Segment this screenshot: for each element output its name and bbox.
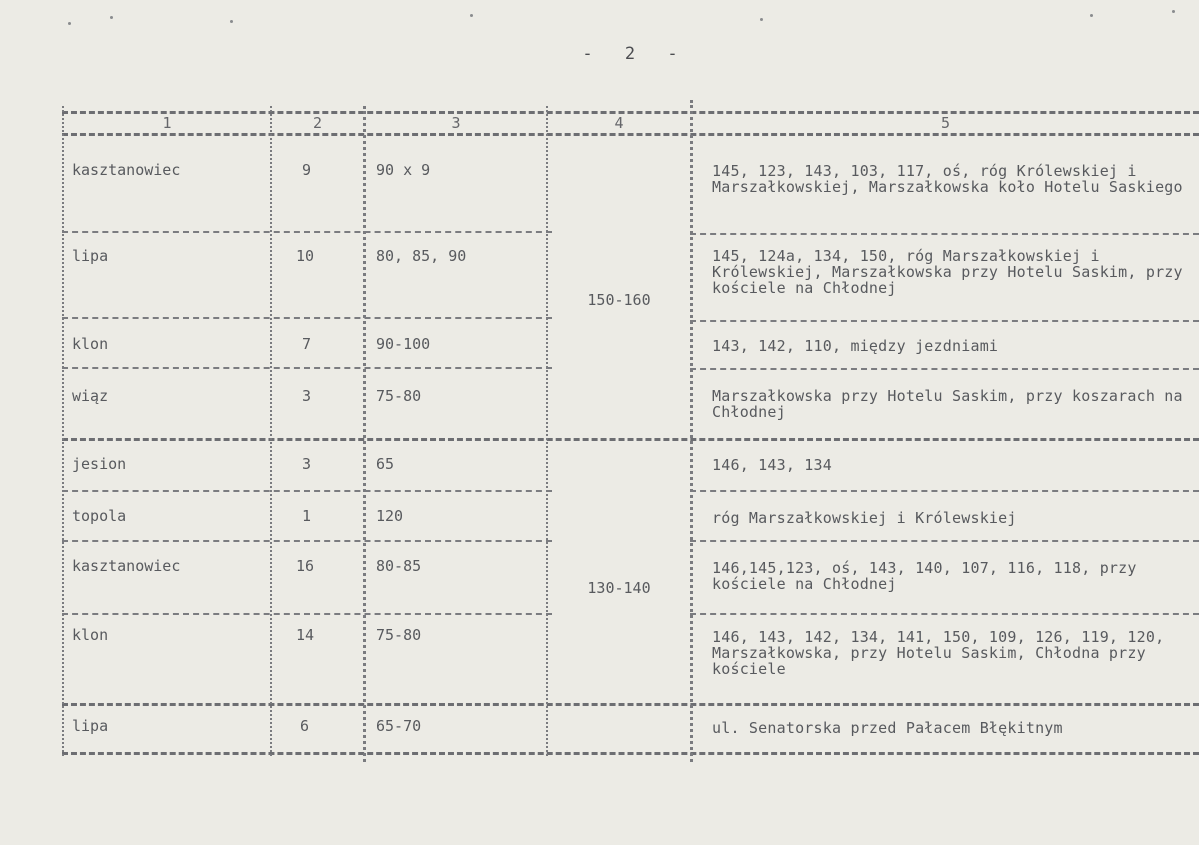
group-rule [62,703,1199,706]
paper-speck [230,20,233,23]
column-header-5: 5 [940,114,951,132]
row-rule [62,367,552,369]
count-cell: 6 [300,717,310,735]
species-cell: kasztanowiec [72,557,181,575]
column-header-4: 4 [614,114,624,132]
column-rule [546,106,548,756]
location-cell: 145, 123, 143, 103, 117, oś, róg Królewskiej i Marszałkowskiej, Marszałkowska koło Hotelu Saskiego [712,162,1183,196]
table-bottom-rule [62,752,1199,755]
row-rule [62,317,552,319]
header-bottom-rule [62,133,1199,136]
girth-cell: 80, 85, 90 [376,247,467,265]
count-cell: 3 [302,455,312,473]
page-number: - 2 - [582,44,678,64]
paper-speck [68,22,71,25]
column-rule [690,100,693,762]
location-cell: róg Marszałkowskiej i Królewskiej [712,509,1017,527]
column-header-3: 3 [451,114,461,132]
count-cell: 16 [296,557,315,575]
species-cell: klon [72,626,109,644]
row-rule [62,231,552,233]
location-cell: 143, 142, 110, między jezdniami [712,337,999,355]
count-cell: 9 [302,161,312,179]
girth-cell: 120 [376,507,404,525]
column-rule [62,106,64,756]
column-rule [270,106,272,756]
paper-speck [470,14,473,17]
row-rule [62,490,552,492]
location-cell: 145, 124a, 134, 150, róg Marszałkowskiej i Królewskiej, Marszałkowska przy Hotelu Saskim, przy kościele na Chłodnej [712,247,1183,297]
species-cell: lipa [72,717,109,735]
girth-cell: 65-70 [376,717,422,735]
range-group-1: 150-160 [587,291,651,309]
group-rule [62,438,1199,441]
column-rule [363,106,366,762]
count-cell: 3 [302,387,312,405]
species-cell: topola [72,507,127,525]
species-cell: wiąz [72,387,109,405]
girth-cell: 75-80 [376,387,422,405]
row-rule [62,540,552,542]
location-cell: 146,145,123, oś, 143, 140, 107, 116, 118, przy kościele na Chłodnej [712,559,1137,593]
girth-cell: 90 x 9 [376,161,431,179]
count-cell: 14 [296,626,315,644]
species-cell: lipa [72,247,109,265]
location-cell: ul. Senatorska przed Pałacem Błękitnym [712,719,1063,737]
column-header-1: 1 [162,114,172,132]
species-cell: kasztanowiec [72,161,181,179]
species-cell: klon [72,335,109,353]
row-rule [690,613,1199,615]
row-rule [690,233,1199,235]
paper-speck [1090,14,1093,17]
row-rule [690,320,1199,322]
paper-speck [760,18,763,21]
girth-cell: 80-85 [376,557,422,575]
paper-speck [110,16,113,19]
row-rule [690,368,1199,370]
girth-cell: 90-100 [376,335,431,353]
girth-cell: 65 [376,455,395,473]
column-header-2: 2 [312,114,323,132]
range-group-2: 130-140 [587,579,651,597]
count-cell: 10 [296,247,315,265]
species-cell: jesion [72,455,127,473]
count-cell: 7 [302,335,312,353]
girth-cell: 75-80 [376,626,422,644]
paper-speck [1172,10,1175,13]
count-cell: 1 [302,507,312,525]
row-rule [62,613,552,615]
row-rule [690,540,1199,542]
location-cell: 146, 143, 142, 134, 141, 150, 109, 126, 119, 120, Marszałkowska, przy Hotelu Saskim, Chłodna przy kościele [712,628,1165,678]
location-cell: Marszałkowska przy Hotelu Saskim, przy koszarach na Chłodnej [712,387,1183,421]
row-rule [690,490,1199,492]
location-cell: 146, 143, 134 [712,456,832,474]
